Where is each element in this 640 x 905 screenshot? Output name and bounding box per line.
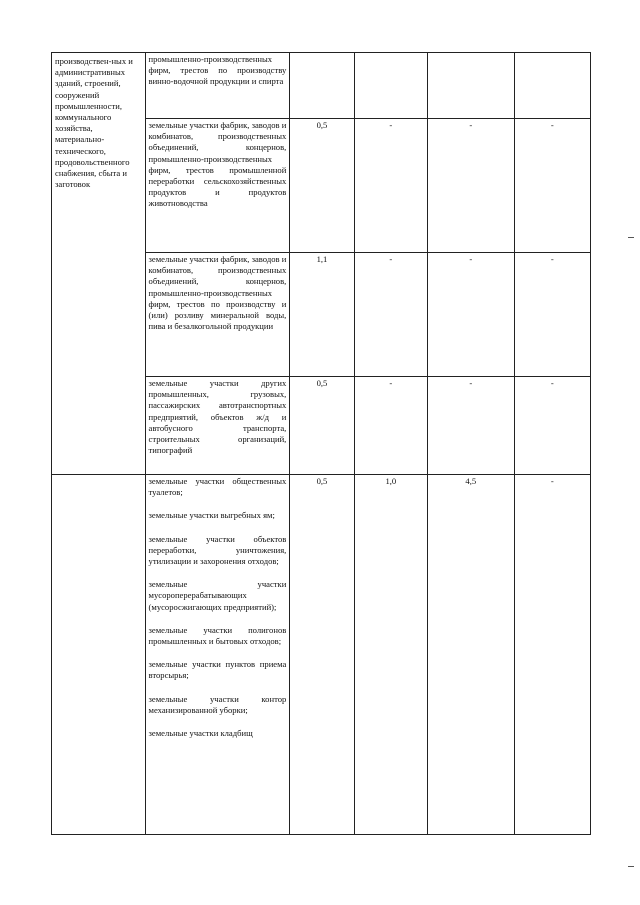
list-item: земельные участки полигонов промышленных и бытовых отходов; [148,624,287,647]
list-item: земельные участки объектов переработки, уничтожения, утилизации и захоронения отходов; [148,533,287,567]
value-cell-4: - [514,377,590,475]
category-cell-empty [52,475,146,835]
value-cell-1: 0,5 [290,377,354,475]
spacer [149,716,287,728]
value-cell-3: - [428,377,514,475]
value-cell-4 [514,53,590,119]
table-row [52,475,591,835]
value-cell-3: - [428,119,514,253]
value-cell-4: - [514,253,590,377]
value-cell-1: 0,5 [290,475,354,835]
list-item: земельные участки общественных туалетов; [148,476,287,498]
spacer [149,682,287,694]
value-cell-2: 1,0 [354,475,427,835]
value-cell-1 [290,53,354,119]
table-row [52,53,591,119]
description-cell: земельные участки других промышленных, грузовых, пассажирских автотранспортных предприятий, объектов ж/д и автобусного транспорта, строительных организаций, типографий [145,377,290,475]
land-tax-table [51,52,591,835]
margin-mark [628,866,634,867]
description-cell: промышленно-производственных фирм, трестов по производству винно-водочной продукции и спирта [145,53,290,119]
category-text: производствен-ных и административных зданий, строений, сооружений промышленности, коммунального хозяйства, материально-технического, продовольственного снабжения, сбыта и заготовок [55,56,133,190]
spacer [149,498,287,510]
list-item: земельные участки пунктов приема вторсырья; [148,659,287,681]
list-item: земельные участки контор механизированной уборки; [148,693,287,715]
spacer [149,613,287,625]
value-cell-1: 1,1 [290,253,354,377]
value-cell-4: - [514,475,590,835]
list-item: земельные участки кладбищ [148,728,253,739]
value-cell-3 [428,53,514,119]
value-cell-4: - [514,119,590,253]
value-cell-2: - [354,119,427,253]
value-cell-2 [354,53,427,119]
value-cell-2: - [354,253,427,377]
category-cell [52,53,146,475]
list-item: земельные участки мусороперерабатывающих (мусоросжигающих предприятий); [148,579,287,612]
spacer [149,567,287,579]
description-cell: земельные участки фабрик, заводов и комбинатов, производственных объединений, концернов, промышленно-производственных фирм, трестов по производству и (или) розливу минеральной воды, пива и безалкогольной продукции [145,253,290,377]
margin-mark [628,237,634,238]
spacer [149,522,287,534]
description-cell-list [145,475,290,835]
description-cell: земельные участки фабрик, заводов и комбинатов, производственных объединений, концернов, промышленно-производственных фирм, трестов промышленной переработки сельскохозяйственных продуктов и продуктов животноводства [145,119,290,253]
value-cell-2: - [354,377,427,475]
value-cell-3: 4,5 [428,475,514,835]
value-cell-1: 0,5 [290,119,354,253]
spacer [149,647,287,659]
list-item: земельные участки выгребных ям; [148,510,275,521]
value-cell-3: - [428,253,514,377]
